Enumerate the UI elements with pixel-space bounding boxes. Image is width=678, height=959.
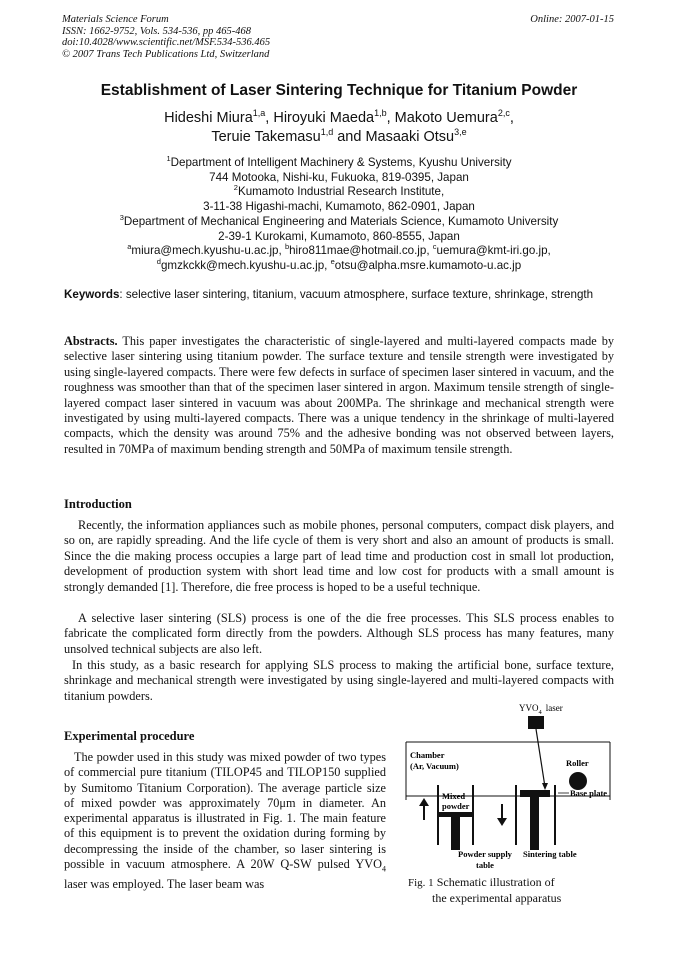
author-list: Hideshi Miura$^{1,a}$, Hiroyuki Maeda$^{1,b}$, Makoto Uemura$^{2,c}$, Teruie Takemasu$^{1,d}$ and Masaaki Otsu$^{3,e}$	[164, 108, 514, 145]
email-b[interactable]: hiro811mae@hotmail.co.jp,	[289, 244, 433, 258]
email-sup: b	[284, 242, 290, 252]
base-plate	[520, 790, 550, 797]
author-name: Makoto Uemura	[394, 110, 498, 126]
email-sup: e	[330, 257, 335, 267]
figure-caption	[408, 875, 613, 906]
paper-title: Establishment of Laser Sintering Technique for Titanium Powder	[100, 82, 578, 99]
email-c[interactable]: uemura@kmt-iri.go.jp,	[436, 244, 551, 258]
supply-piston-rod	[451, 817, 460, 850]
apparatus-figure	[398, 700, 616, 875]
chamber-sub-label: (Ar, Vacuum)	[410, 761, 459, 771]
experimental-heading: Experimental procedure	[64, 729, 195, 743]
affiliation-2: Kumamoto Industrial Research Institute,	[237, 185, 445, 199]
author-name: Hiroyuki Maeda	[273, 110, 375, 126]
email-line-2	[0, 259, 678, 274]
supply-piston-plate	[439, 812, 472, 817]
email-line-1	[0, 244, 678, 259]
exp-text-b: laser was employed. The laser beam was	[64, 876, 265, 891]
intro-paragraph-2: A selective laser sintering (SLS) process is one of the die free processes. This SLS process enables to fabricate the complicated form directly from the powders. Although SLS process has many features, many unsolved technical subjects are also left.	[64, 611, 614, 656]
copyright-line: © 2007 Trans Tech Publications Ltd, Switzerland	[62, 48, 270, 60]
laser-head	[528, 716, 544, 729]
mixed-powder-label: Mixed	[442, 791, 466, 801]
keywords-text: : selective laser sintering, titanium, vacuum atmosphere, surface texture, shrinkage, strength	[119, 288, 594, 301]
laser-label: $YVO_4$ laser	[519, 703, 563, 716]
author-sup: 3,e	[454, 127, 467, 138]
author-sup: 1,d	[320, 127, 334, 138]
affiliations	[0, 156, 678, 274]
author-name: Teruie Takemasu	[211, 129, 321, 145]
caption-line-1: Schematic illustration of	[433, 875, 555, 889]
author-name: Masaaki Otsu	[365, 129, 455, 145]
roller-label: Roller	[566, 758, 589, 768]
online-date: Online: 2007-01-15	[530, 14, 614, 25]
sintering-table-label: Sintering table	[523, 849, 577, 859]
sinter-piston-rod	[530, 797, 539, 850]
affiliation-1: Department of Intelligent Machinery & Systems, Kyushu University	[170, 156, 512, 169]
caption-label: Fig. 1	[408, 877, 434, 889]
powder-supply-label-2: table	[476, 860, 494, 870]
email-sup: d	[156, 257, 161, 267]
powder-supply-label: Powder supply	[458, 849, 512, 859]
exp-text-a: The powder used in this study was mixed powder of two types of commercial pure titanium (TILOP45 and TILOP150 supplied by Sumitomo Titanium Corporation). The average particle size of mixed powder was approximately 70μm in diameter. An experimental apparatus is illustrated in Fig. 1. The main feature of this equipment is to prevent the oxidation during forming by decompressing the inside of the chamber, so laser sintering is possible in vacuum atmosphere. A 20W Q-SW pulsed YVO	[64, 750, 386, 872]
affiliation-3: Department of Mechanical Engineering and Materials Science, Kumamoto University	[123, 214, 559, 228]
beam-arrowhead	[542, 783, 548, 790]
email-a[interactable]: miura@mech.kyushu-u.ac.jp,	[131, 244, 285, 258]
supply-wall-right	[472, 785, 474, 845]
mixed-powder-label-2: powder	[442, 801, 470, 811]
author-name: Hideshi Miura	[164, 110, 253, 126]
doi-line: doi:10.4028/www.scientific.net/MSF.534-536.465	[62, 37, 271, 48]
affil-sup: 1	[166, 154, 171, 164]
affil-sup: 2	[233, 183, 238, 193]
email-sup: c	[432, 242, 437, 252]
intro-paragraph-3: In this study, as a basic research for applying SLS process to making the artificial bone, surface texture, shrinkage and mechanical strength were investigated by using single-layered and multi-layered compacts with titanium powders.	[64, 658, 614, 703]
email-d[interactable]: gmzkckk@mech.kyushu-u.ac.jp,	[160, 258, 331, 272]
email-e[interactable]: otsu@alpha.msre.kumamoto-u.ac.jp	[334, 258, 522, 272]
introduction-heading: Introduction	[64, 497, 132, 511]
sinter-wall-left	[515, 785, 517, 845]
exp-sub: 4	[382, 864, 386, 874]
abstract	[64, 334, 614, 457]
journal-name: Materials Science Forum	[62, 14, 169, 25]
abstract-label: Abstracts.	[64, 334, 118, 348]
keywords-label: Keywords	[64, 288, 120, 301]
affil-sup: 3	[119, 212, 124, 222]
affiliation-1-address: 744 Motooka, Nishi-ku, Fukuoka, 819-0395, Japan	[209, 170, 469, 184]
caption-line-2: the experimental apparatus	[432, 891, 562, 905]
chamber-label: Chamber	[410, 750, 445, 760]
journal-header	[62, 14, 270, 60]
affiliation-3-address: 2-39-1 Kurokami, Kumamoto, 860-8555, Japan	[218, 229, 460, 243]
supply-wall-left	[437, 785, 439, 845]
abstract-text: This paper investigates the characteristic of single-layered and multi-layered compacts made by selective laser sintering using titanium powder. The surface texture and tensile strength were investigated by using single-layered compacts. There were few defects in surface of specimen laser sintered in vacuum, and the roughness was smoother than that of the specimen laser sintered in argon. Maximum tensile strength of single-layered compact laser sintered in vacuum was about 200MPa. The shrinkage and mechanical strength were investigated by using multi-layered compacts. There was a unique tendency in the shrinkage of multi-layered compacts, which the density was around 75% and the adhesive bonding was not observed between layers, resulted in 70MPa of maximum bending strength and 50MPa of maximum tensile strength.	[64, 334, 614, 456]
issn-line: ISSN: 1662-9752, Vols. 534-536, pp 465-468	[62, 25, 251, 37]
author-sup: 1,a	[252, 108, 266, 119]
down-arrow-head	[497, 818, 507, 826]
keywords	[64, 288, 614, 303]
experimental-paragraph-1	[64, 750, 386, 892]
affiliation-2-address: 3-11-38 Higashi-machi, Kumamoto, 862-0901, Japan	[203, 200, 475, 214]
laser-beam	[536, 729, 545, 787]
author-sup: 1,b	[374, 108, 387, 119]
intro-paragraph-1: Recently, the information appliances such as mobile phones, personal computers, compact disk players, and so on, are rapidly spreading. And the life cycle of them is very short and also an amount of products is small. Since the die making process occupies a large part of lead time and production cost in small lot production, development of production system with short lead time and low cost for products with a small amount is strongly demanded [1]. Therefore, die free process is hoped to be a useful technique.	[64, 518, 614, 594]
up-arrow-head	[419, 798, 429, 806]
base-plate-label: Base plate	[570, 788, 608, 798]
email-sup: a	[127, 242, 132, 252]
sinter-wall-right	[554, 785, 556, 845]
author-sup: 2,c	[497, 108, 510, 119]
